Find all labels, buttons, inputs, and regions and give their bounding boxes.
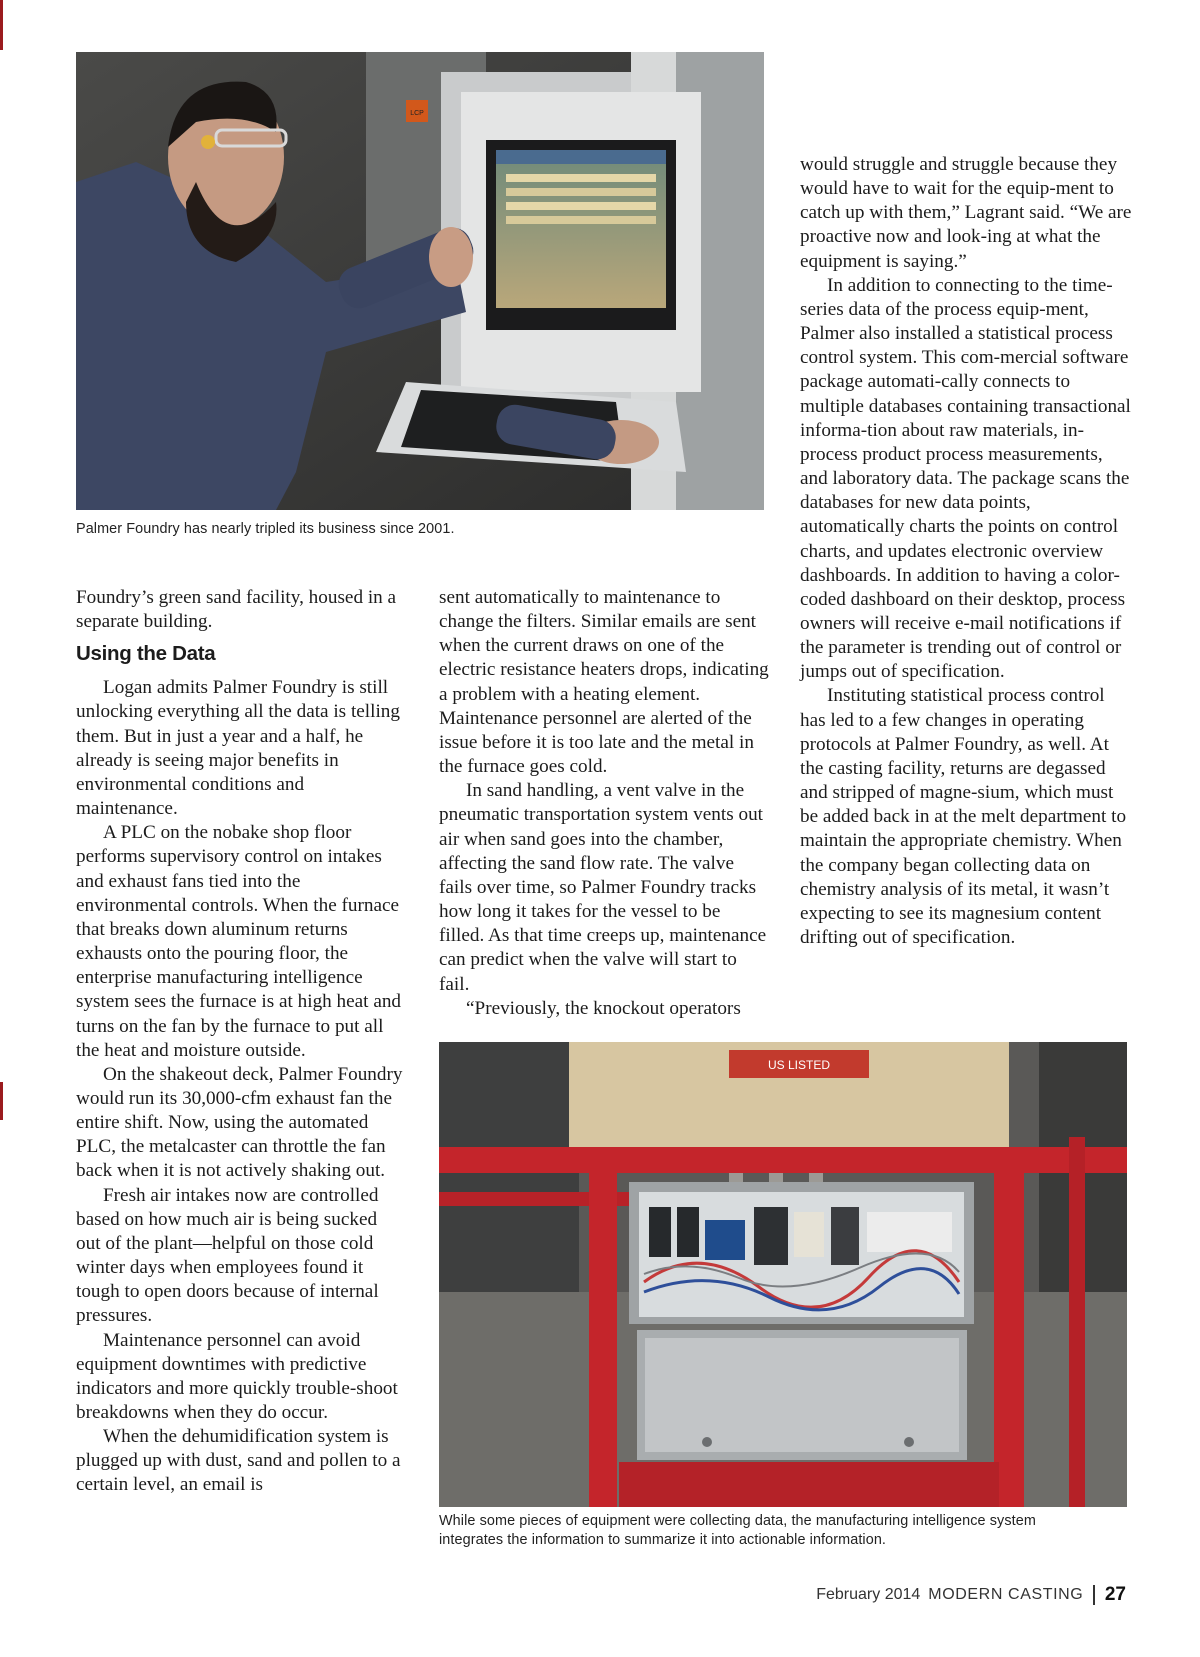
article-column-3	[800, 153, 1132, 950]
paragraph: Instituting statistical process control has led to a few changes in operating protocols at Palmer Foundry, as well. At the casting facility, returns are degassed and stripped of magne-sium, which must be added back in at the melt department to maintain the appropriate chemistry. When the company began collecting data on chemistry analysis of its metal, it wasn’t expecting to see its magnesium content drifting out of specification.	[800, 685, 1127, 948]
issue-date: February 2014	[816, 1586, 921, 1603]
article-column-1	[76, 586, 406, 1498]
photo2-caption	[439, 1512, 1139, 1550]
section-heading: Using the Data	[76, 642, 216, 666]
photo-worker-at-terminal	[76, 52, 764, 510]
page-edge-mark-top	[0, 0, 3, 50]
paragraph: On the shakeout deck, Palmer Foundry would run its 30,000-cfm exhaust fan the entire shift. Now, using the automated PLC, the metalcaster can throttle the fan back when it is not actively shaking out.	[76, 1063, 403, 1182]
article-column-2	[439, 586, 769, 1021]
paragraph: In sand handling, a vent valve in the pneumatic transportation system vents out air when sand goes into the chamber, affecting the sand flow rate. The valve fails over time, so Palmer Foundry tracks how long it takes for the vessel to be filled. As that time creeps up, maintenance can predict when the valve will start to fail.	[439, 780, 767, 995]
photo2-caption-line-2: integrates the information to summarize it into actionable information.	[439, 1532, 887, 1548]
paragraph: In addition to connecting to the time-series data of the process equip-ment, Palmer also installed a statistical process control system. This com-mercial software package automati-cally connects to multiple databases containing transactional informa-tion about raw materials, in-process product process measurements, and laboratory data. The package scans the databases for new data points, automatically charts the points on control charts, and updates electronic overview dashboards. In addition to having a color-coded dashboard on their desktop, process owners will receive e-mail notifications if the parameter is trending out of control or jumps out of specification.	[800, 274, 1131, 683]
photo-control-panel	[439, 1042, 1127, 1507]
paragraph: A PLC on the nobake shop floor performs supervisory control on intakes and exhaust fans tied into the environmental controls. When the furnace that breaks down aluminum returns exhausts onto the pouring floor, the enterprise manufacturing intelligence system sees the furnace is at high heat and turns on the fan by the furnace to put all the heat and moisture outside.	[76, 822, 402, 1061]
paragraph: “Previously, the knockout operators	[466, 997, 741, 1019]
photo1-caption: Palmer Foundry has nearly tripled its business since 2001.	[76, 521, 455, 537]
cabinet-sign-text: LCP	[410, 110, 424, 117]
page-number: 27	[1104, 1584, 1126, 1605]
paragraph: Logan admits Palmer Foundry is still unlocking everything all the data is telling them. But in just a year and a half, he already is seeing major benefits in environmental conditions and maintenance.	[76, 677, 400, 820]
paragraph: Fresh air intakes now are controlled based on how much air is being sucked out of the plant—helpful on those cold winter days when employees found it tough to open doors because of internal pressures.	[76, 1184, 379, 1327]
page-edge-mark-mid	[0, 1082, 3, 1120]
paragraph: Maintenance personnel can avoid equipment downtimes with predictive indicators and more quickly trouble-shoot breakdowns when they do occur.	[76, 1329, 398, 1423]
page-footer	[816, 1584, 1126, 1606]
magazine-name: MODERN CASTING	[928, 1586, 1084, 1603]
footer-divider	[1093, 1585, 1095, 1605]
paragraph: Foundry’s green sand facility, housed in a separate building.	[76, 587, 397, 633]
ul-label-text: US LISTED	[767, 1058, 831, 1072]
paragraph: would struggle and struggle because they would have to wait for the equip-ment to catch up with them,” Lagrant said. “We are proactive now and look-ing at what the equipment is saying.”	[800, 154, 1132, 272]
photo2-caption-line-1: While some pieces of equipment were collecting data, the manufacturing intelligence system	[439, 1513, 1036, 1529]
paragraph: sent automatically to maintenance to change the filters. Similar emails are sent when the current draws on one of the electric resistance heaters drops, indicating a problem with a heating element. Maintenance personnel are alerted of the issue before it is too late and the metal in the furnace goes cold.	[439, 587, 769, 778]
paragraph: When the dehumidification system is plugged up with dust, sand and pollen to a certain level, an email is	[76, 1426, 401, 1496]
